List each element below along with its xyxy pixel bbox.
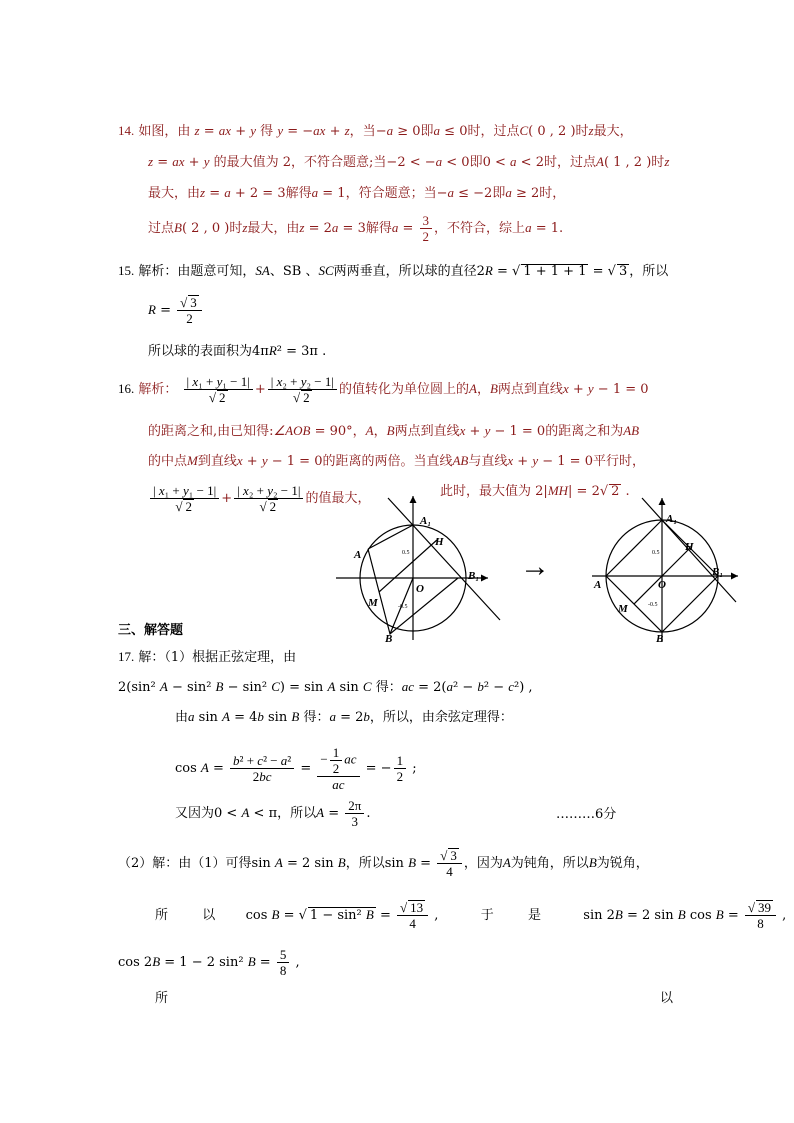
q17-part2-line4-right: 以 [660,991,674,1006]
label-m-right: M [618,603,628,615]
q16-line4: | x₁ + y₁ − 1| √ 2 + | x₂ + y₂ − 1| √ 2 的值最大， [148,480,370,518]
q16-line3: 的中点M到直线x + y − 1 = 0的距离的两倍。当直线AB与直线x + y − 1 = 0平行时， [148,453,645,469]
label-h-left: H [435,536,444,548]
q15-line2: R = √ $\frac{3}{2}$ [148,290,204,331]
label-h-right: H [685,541,694,553]
label-a-right: A [594,579,602,591]
q14-line2: z = ax + y 的最大值为 2，不符合题意;当−2 < −a < 0即0 < a < 2时，过点A( 1 , 2 )时z [148,154,670,170]
label-b1-left: B₁ [468,570,480,582]
q17-line2: 2(sin² A − sin² B − sin² C) = sin A sin C 得：ac = 2(a² − b² − c²) , [118,679,533,695]
label-a1-right: A₁ [666,513,678,525]
q17-line1: 17. 解：（1）根据正弦定理，由 [118,649,297,665]
q17-line4-cos: cos A = $\frac{\text{b² + c² − a²}}{2bc}$ = − $\frac{1}{2}$ ac ac = − $\frac{1}{2}$ ; [175,745,417,792]
label-b-right: B [656,633,664,645]
score-6: ………6分 [556,807,617,822]
transition-arrow: → [520,550,550,583]
label-b1-right: B₁ [712,566,724,578]
label-m-left: M [368,597,378,609]
q14-line4: 过点B( 2 , 0 )时z最大，由z = 2a = 3解得a = $\frac{3}{2}$ ，不符合，综上a = 1. [148,213,564,244]
q17-part2-line2: 所 以 cos B = √ 1 − sin² B = √ $\frac{13}{4}$ , 于 是 sin 2B = 2 sin B cos B = √ $\frac{39}{8}$ , [155,898,786,933]
q16-line4-max: 此时，最大值为 2|MH| = 2√ 2 . [440,482,630,501]
q14-line3: 最大，由z = a + 2 = 3解得a = 1，符合题意；当−a ≤ −2即a ≥ 2时， [148,185,566,201]
tick-half-right: 0.5 [652,550,660,556]
section-title: 三、解答题 [118,623,184,638]
q17-part2-line1: （2）解：由（1）可得sin A = 2 sin B，所以sin B = √ $\frac{3}{4}$ ，因为A为钝角，所以B为锐角， [118,848,649,879]
q14-line1: 14. 如图，由 z = ax + y 得 y = −ax + z，当−a ≥ 0即a ≤ 0时，过点C( 0 , 2 )时z最大， [118,123,633,139]
q17-line5: 又因为0 < A < π，所以A = $\frac{2\pi}{3}$ . [175,798,371,829]
label-o-right: O [658,579,666,591]
label-o-left: O [416,583,424,595]
line-x-plus-y-minus-1-left [388,498,500,620]
label-b-left: B [385,633,393,645]
unit-circle-figure [330,492,740,648]
label-a-left: A [354,549,362,561]
q15-line3: 所以球的表面积为4πR² = 3π . [148,343,327,359]
q15-line1: 15. 解析：由题意可知，SA、SB 、SC两两垂直，所以球的直径2R = √ 1 + 1 + 1 = √ 3 ，所以 [118,262,668,281]
tick-neg-half-left: -0.5 [398,604,408,610]
q16-line2: 的距离之和,由已知得:∠AOB = 90°，A，B两点到直线x + y − 1 = 0的距离之和为AB [148,423,640,439]
q17-part2-line4-left: 所 [155,991,169,1006]
q17-part2-line3: cos 2B = 1 − 2 sin² B = $\frac{5}{8}$ , [118,947,300,978]
q17-line3: 由a sin A = 4b sin B 得：a = 2b，所以，由余弦定理得： [175,709,513,725]
tick-neg-half-right: -0.5 [648,602,658,608]
left-diagram [336,496,500,640]
label-a1-left: A₁ [420,515,432,527]
tick-half-left: 0.5 [402,550,410,556]
q16-line1: 16. 解析： | x₁ + y₁ − 1| √ 2 + | x₂ + y₂ − 1| √ 2 的值转化为单位圆上的A，B两点到直线x + y − 1 = 0 [118,372,649,407]
